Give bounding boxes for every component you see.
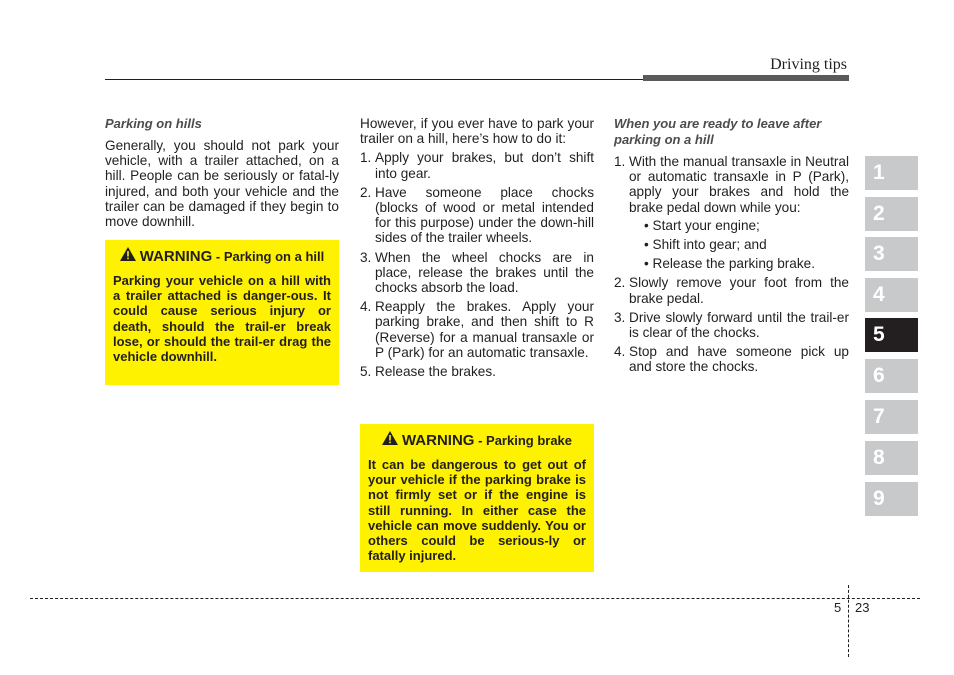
step-text: Reapply the brakes. Apply your parking brake, and then shift to R (Reverse) for a manual transaxle or P (Park) for an automatic transaxle. [375, 299, 594, 360]
warning-body: Parking your vehicle on a hill with a trailer attached is danger-ous. It could cause serious injury or death, should the trail-er break lose, or should the trail-er drag the vehicle downhill. [113, 273, 331, 365]
warning-heading [113, 247, 331, 264]
chapter-tab-6[interactable]: 6 [865, 359, 918, 393]
list-item [614, 275, 849, 305]
section-subhead-leave-after-parking: When you are ready to leave after parking on a hill [614, 116, 822, 147]
header-bar [643, 75, 849, 81]
chapter-tab-4[interactable]: 4 [865, 278, 918, 312]
footer-divider [848, 585, 849, 657]
step-number: 3. [614, 309, 626, 325]
step-number: 4. [614, 344, 626, 360]
bullet-list [629, 218, 849, 272]
step-number: 1. [360, 150, 372, 166]
header-title: Driving tips [770, 56, 847, 73]
warning-heading [368, 431, 586, 448]
step-text: Apply your brakes, but don’t shift into gear. [375, 150, 594, 181]
header-rule [105, 79, 643, 80]
chapter-tab-2[interactable]: 2 [865, 197, 918, 231]
list-item [614, 344, 849, 374]
list-item [360, 364, 594, 379]
list-item [360, 250, 594, 296]
warning-triangle-icon [382, 431, 398, 448]
bullet-item: • Start your engine; [644, 217, 760, 233]
footer-rule [30, 598, 920, 599]
chapter-tab-8[interactable]: 8 [865, 441, 918, 475]
list-item [360, 299, 594, 360]
list-item [360, 185, 594, 246]
step-text: With the manual transaxle in Neutral or automatic transaxle in P (Park), apply your brakes and hold the brake pedal down while you: [629, 154, 849, 215]
step-number: 4. [360, 299, 372, 315]
steps-list [614, 154, 849, 375]
step-text: When the wheel chocks are in place, release the brakes until the chocks absorb the load. [375, 249, 594, 296]
warning-title: - Parking brake [478, 433, 573, 448]
warning-box-parking-brake [360, 424, 594, 572]
step-number: 5. [360, 364, 372, 380]
step-text: Release the brakes. [375, 364, 496, 380]
warning-triangle-icon [120, 247, 136, 264]
warning-label: WARNING [139, 248, 213, 265]
column-3 [614, 116, 849, 379]
warning-body: It can be dangerous to get out of your vehicle if the parking brake is not firmly set or if the engine is still running. In either case the vehicle can move suddenly. You or others could be serious-ly or fatally injured. [368, 457, 586, 564]
warning-title: - Parking on a hill [215, 249, 325, 264]
step-number: 2. [360, 184, 372, 200]
footer-page-number: 23 [855, 600, 870, 615]
column-2 [360, 116, 594, 383]
chapter-tab-5-active[interactable]: 5 [865, 318, 918, 352]
bullet-item: • Release the parking brake. [644, 256, 816, 272]
chapter-tab-9[interactable]: 9 [865, 482, 918, 516]
chapter-tab-7[interactable]: 7 [865, 400, 918, 434]
chapter-tab-1[interactable]: 1 [865, 156, 918, 190]
step-text: Drive slowly forward until the trail-er is clear of the chocks. [629, 309, 849, 341]
list-item [614, 154, 849, 271]
step-text: Have someone place chocks (blocks of wood or metal intended for this purpose) under the down-hill sides of the trailer wheels. [375, 184, 594, 246]
step-number: 2. [614, 275, 626, 291]
footer-section-number: 5 [834, 600, 842, 615]
warning-label: WARNING [401, 432, 475, 449]
list-item [614, 310, 849, 340]
steps-list [360, 150, 594, 379]
step-number: 1. [614, 154, 626, 169]
list-item [360, 150, 594, 180]
step-text: Slowly remove your foot from the brake pedal. [629, 275, 849, 306]
bullet-item: • Shift into gear; and [644, 237, 767, 253]
warning-box-parking-on-hill [105, 240, 339, 385]
intro-paragraph: However, if you ever have to park your trailer on a hill, here’s how to do it: [360, 116, 594, 147]
section-subhead-parking-on-hills: Parking on hills [105, 116, 202, 131]
step-text: Stop and have someone pick up and store the chocks. [629, 344, 849, 375]
column-1 [105, 116, 339, 229]
step-number: 3. [360, 249, 372, 265]
intro-paragraph: Generally, you should not park your vehicle, with a trailer attached, on a hill. People can be seriously or fatal-ly injured, and both your vehicle and the trailer can be damaged if they begin to move downhill. [105, 138, 339, 230]
chapter-tab-3[interactable]: 3 [865, 237, 918, 271]
